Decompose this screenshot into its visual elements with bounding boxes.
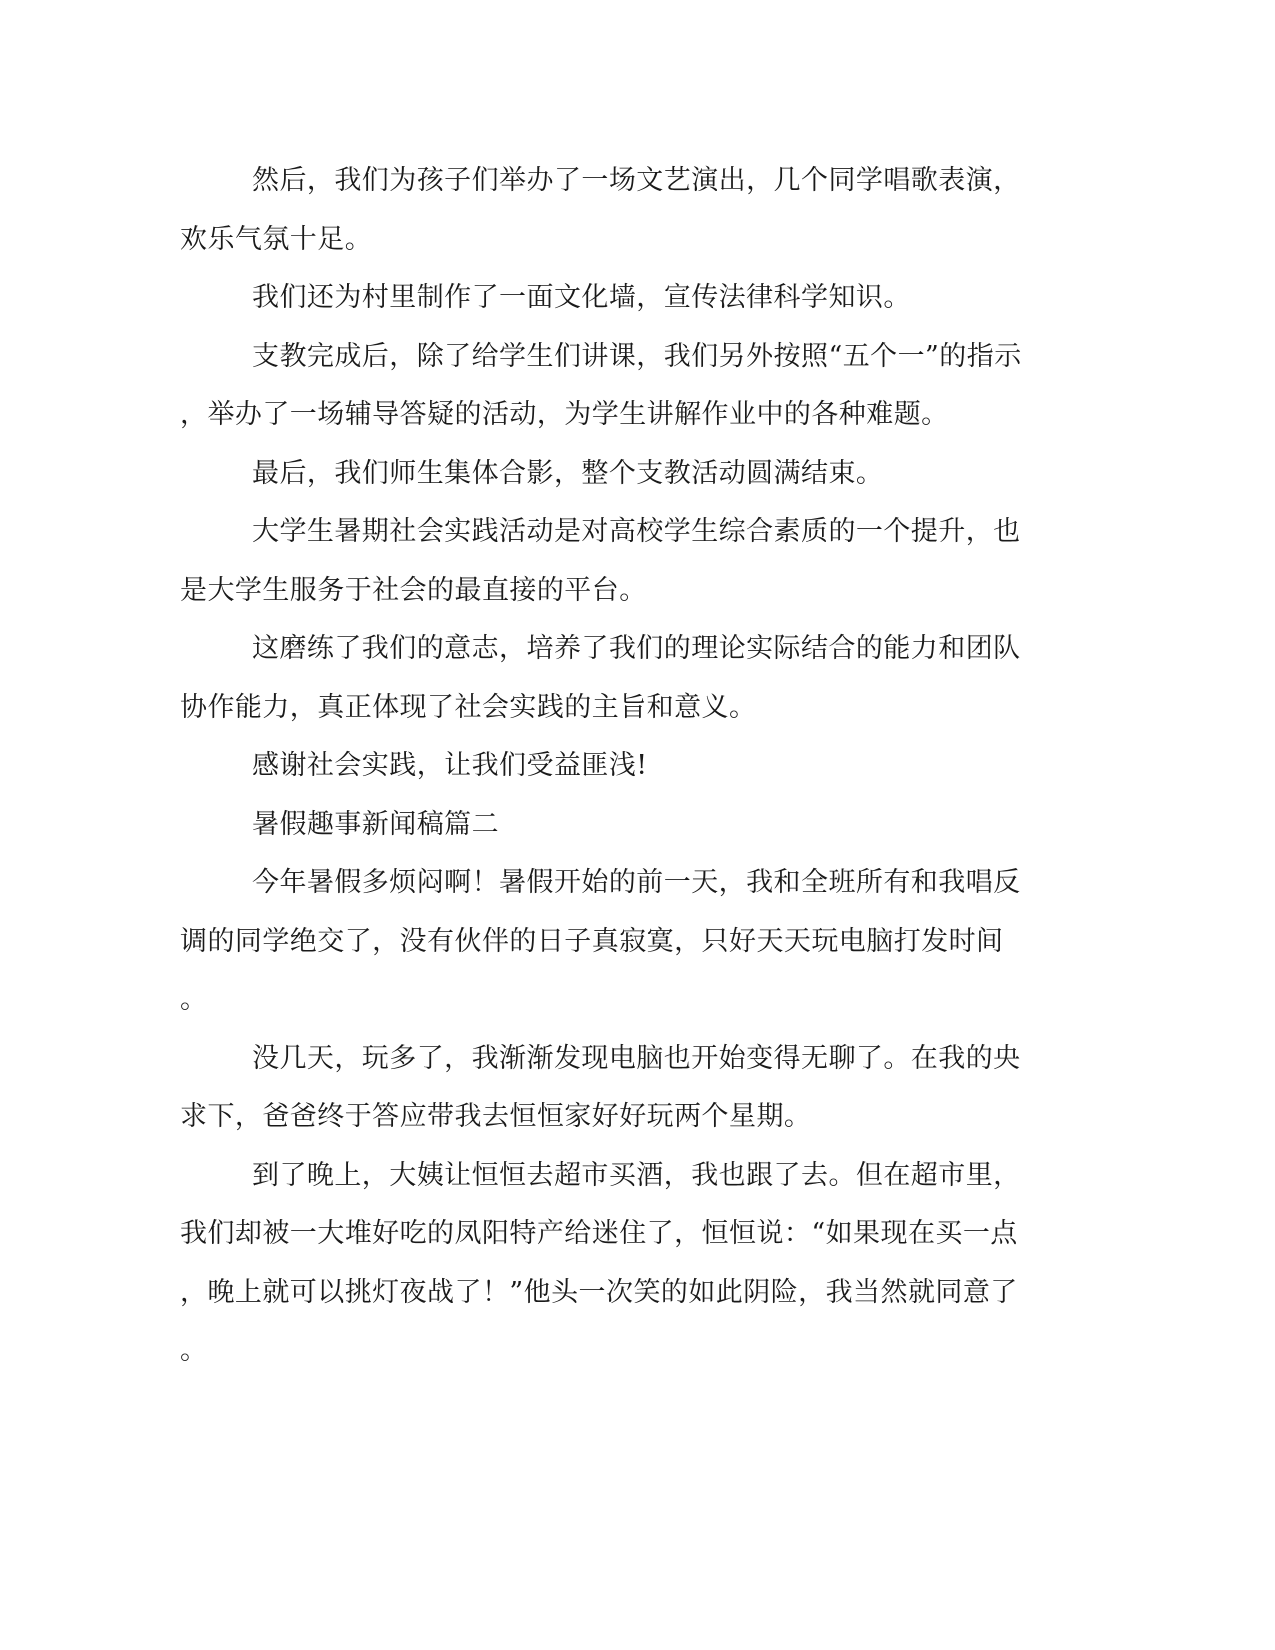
text-line: 求下，爸爸终于答应带我去恒恒家好好玩两个星期。 — [180, 1101, 812, 1132]
text-line: 没几天，玩多了，我渐渐发现电脑也开始变得无聊了。在我的央 — [252, 1042, 1021, 1074]
text-line: 是大学生服务于社会的最直接的平台。 — [180, 574, 647, 606]
text-line: ，举办了一场辅导答疑的活动，为学生讲解作业中的各种难题。 — [180, 399, 949, 430]
text-line: 最后，我们师生集体合影，整个支教活动圆满结束。 — [252, 457, 884, 489]
text-line: 支教完成后，除了给学生们讲课，我们另外按照“五个一”的指示 — [252, 340, 1022, 372]
document-body — [180, 152, 1030, 1381]
text-line: 感谢社会实践，让我们受益匪浅! — [252, 750, 648, 781]
text-line: 我们却被一大堆好吃的凤阳特产给迷住了，恒恒说：“如果现在买一点 — [180, 1218, 1018, 1249]
text-line: 。 — [180, 984, 208, 1015]
section-heading: 暑假趣事新闻稿篇二 — [252, 808, 500, 840]
text-line: 欢乐气氛十足。 — [180, 223, 373, 255]
text-line: 调的同学绝交了，没有伙伴的日子真寂寞，只好天天玩电脑打发时间 — [180, 925, 1004, 957]
text-line: 我们还为村里制作了一面文化墙，宣传法律科学知识。 — [252, 282, 911, 313]
text-line: 今年暑假多烦闷啊！暑假开始的前一天，我和全班所有和我唱反 — [252, 867, 1021, 898]
text-line: ，晚上就可以挑灯夜战了！”他头一次笑的如此阴险，我当然就同意了 — [180, 1276, 1018, 1308]
text-line: 大学生暑期社会实践活动是对高校学生综合素质的一个提升，也 — [252, 516, 1021, 547]
text-line: 。 — [180, 1335, 208, 1366]
text-line: 协作能力，真正体现了社会实践的主旨和意义。 — [180, 691, 757, 723]
text-line: 这磨练了我们的意志，培养了我们的理论实际结合的能力和团队 — [252, 633, 1021, 664]
text-line: 然后，我们为孩子们举办了一场文艺演出，几个同学唱歌表演， — [252, 165, 1021, 196]
text-line: 到了晚上，大姨让恒恒去超市买酒，我也跟了去。但在超市里， — [252, 1159, 1021, 1191]
